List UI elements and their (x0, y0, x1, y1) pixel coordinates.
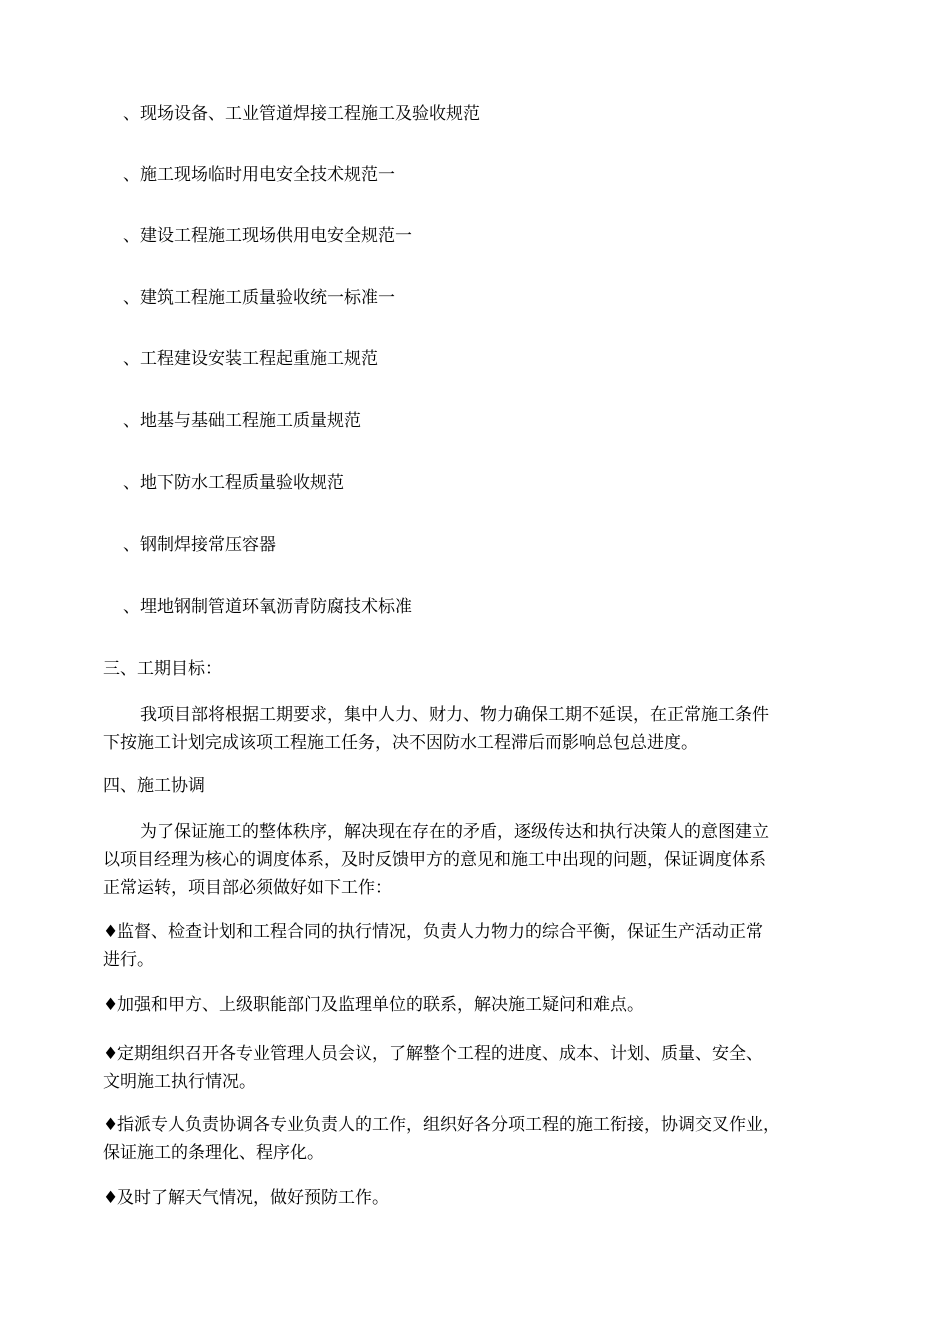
bullet-item (103, 1040, 863, 1096)
paragraph-line: 正常运转，项目部必须做好如下工作： (103, 878, 392, 898)
bullet-text: 及时了解天气情况，做好预防工作。 (117, 1188, 389, 1208)
bullet-text: 指派专人负责协调各专业负责人的工作，组织好各分项工程的施工衔接，协调交叉作业， (117, 1115, 780, 1135)
bullet-text: 定期组织召开各专业管理人员会议，了解整个工程的进度、成本、计划、质量、安全、 (117, 1044, 763, 1064)
bullet-text: 进行。 (103, 950, 154, 970)
paragraph-line: 我项目部将根据工期要求，集中人力、财力、物力确保工期不延误，在正常施工条件 (140, 705, 769, 725)
paragraph-line: 为了保证施工的整体秩序，解决现在存在的矛盾，逐级传达和执行决策人的意图建立 (140, 822, 769, 842)
diamond-bullet-icon: ♦ (103, 922, 119, 942)
bullet-text: 文明施工执行情况。 (103, 1072, 256, 1092)
coordination-paragraph (103, 818, 853, 902)
bullet-text: 保证施工的条理化、程序化。 (103, 1143, 324, 1163)
standard-item: 、施工现场临时用电安全技术规范一 (123, 165, 395, 185)
diamond-bullet-icon: ♦ (103, 1115, 119, 1135)
standard-item: 、工程建设安装工程起重施工规范 (123, 349, 378, 369)
bullet-text: 监督、检查计划和工程合同的执行情况，负责人力物力的综合平衡，保证生产活动正常 (117, 922, 763, 942)
schedule-paragraph (103, 701, 853, 757)
section-heading-schedule: 三、工期目标： (103, 659, 222, 679)
standard-item: 、建筑工程施工质量验收统一标准一 (123, 288, 395, 308)
bullet-item (103, 1184, 863, 1212)
standard-item: 、地下防水工程质量验收规范 (123, 473, 344, 493)
diamond-bullet-icon: ♦ (103, 1188, 119, 1208)
diamond-bullet-icon: ♦ (103, 995, 119, 1015)
diamond-bullet-icon: ♦ (103, 1044, 119, 1064)
paragraph-line: 下按施工计划完成该项工程施工任务，决不因防水工程滞后而影响总包总进度。 (103, 733, 698, 753)
bullet-item (103, 918, 863, 974)
standard-item: 、埋地钢制管道环氧沥青防腐技术标准 (123, 597, 412, 617)
standard-item: 、地基与基础工程施工质量规范 (123, 411, 361, 431)
section-heading-coordination: 四、施工协调 (103, 776, 205, 796)
standard-item: 、现场设备、工业管道焊接工程施工及验收规范 (123, 104, 480, 124)
standard-item: 、钢制焊接常压容器 (123, 535, 276, 555)
bullet-item (103, 1111, 863, 1167)
bullet-item (103, 991, 863, 1019)
paragraph-line: 以项目经理为核心的调度体系，及时反馈甲方的意见和施工中出现的问题，保证调度体系 (103, 850, 766, 870)
standard-item: 、建设工程施工现场供用电安全规范一 (123, 226, 412, 246)
bullet-text: 加强和甲方、上级职能部门及监理单位的联系，解决施工疑问和难点。 (117, 995, 644, 1015)
